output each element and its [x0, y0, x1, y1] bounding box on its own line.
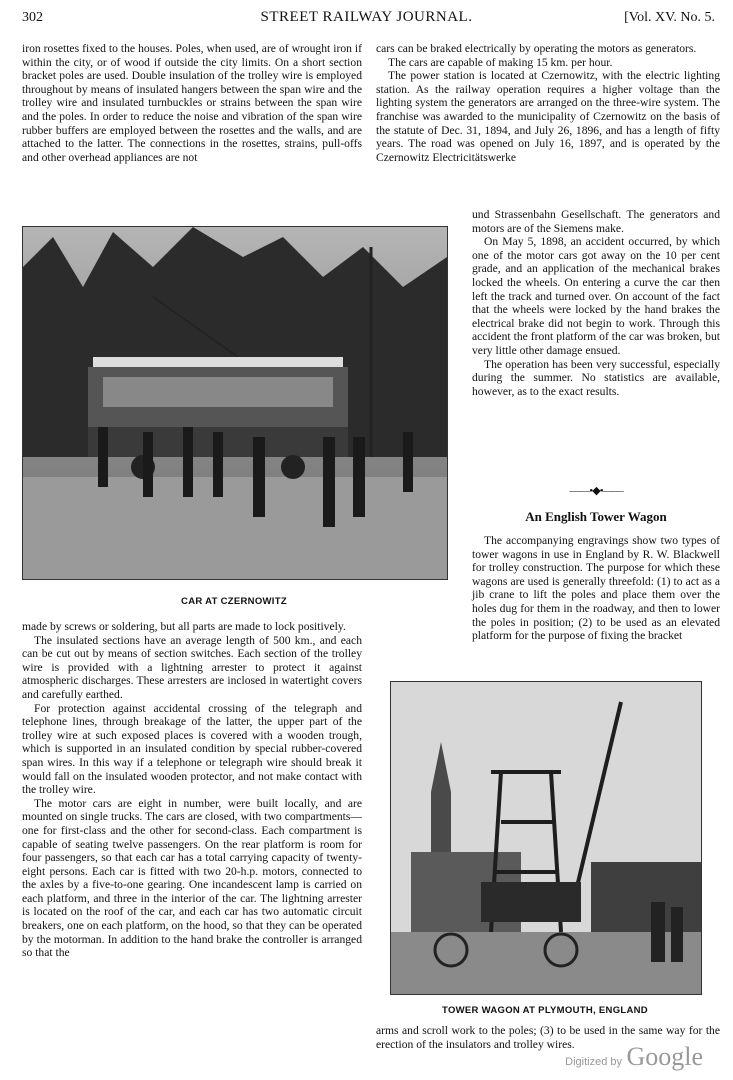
page-number: 302: [22, 10, 43, 25]
paragraph: The motor cars are eight in number, were built locally, and are mounted on single trucks. The cars are closed, with two compartments—one for first-class and the other for second-class. Each compartment is capable of seating twelve passengers. On the rear platform is room for four passengers, so that each car has a total carrying capacity of twenty-eight persons. Each car is fitted with two 20-h.p. motors, connected to the axles by a five-to-one gearing. One incandescent lamp is carried on each platform, and three in the interior of the car. The lightning arrester is located on the roof of the car, and each car has two automatic circuit breakers, one on each platform, on the hood, so that they can be operated by the motorman. In addition to the hand brake the controller is arranged so that the: [22, 796, 362, 960]
watermark-prefix: Digitized by: [565, 1056, 622, 1068]
volume-info: [Vol. XV. No. 5.: [624, 10, 715, 25]
right-column-middle: [472, 208, 720, 398]
paragraph: For protection against accidental crossing of the telegraph and telephone lines, through breakage of the latter, the upper part of the trolley wire at such exposed places is covered with a wooden trough, which is supported in an insulated condition by special rubber-covered span wires. In this way if a telephone or telegraph wire should break it would fall on the insulated wooden protector, and not make contact with the trolley wire.: [22, 701, 362, 797]
paragraph: The accompanying engravings show two types of tower wagons in use in England by R. W. Blackwell for trolley construction. The purpose for which these wagons are used is generally threefold: (1) to act as a jib crane to lift the poles and place them over the holes dug for them in the roadway, and then to lower the poles in position; (2) to be used as an elevated platform for the purpose of fixing the bracket: [472, 534, 720, 643]
paragraph: The insulated sections have an average length of 500 km., and each can be cut out by means of section switches. Each section of the trolley wire is provided with a lightning arrester to protect it against atmospheric discharges. These arresters are inclosed in watertight covers and carefully earthed.: [22, 633, 362, 701]
paragraph: The power station is located at Czernowitz, with the electric lighting station. As the railway operation requires a higher voltage than the lighting system the generators are arranged on the three-wire system. The franchise was awarded to the municipality of Czernowitz on the basis of the statute of Dec. 31, 1894, and July 26, 1896, and has a length of fifty years. The road was opened on July 16, 1897, and is operated by the Czernowitz Electricitätswerke: [376, 69, 720, 164]
paragraph: The operation has been very successful, especially during the summer. No statistics are available, however, as to the exact results.: [472, 357, 720, 398]
google-logo: Google: [626, 1042, 703, 1071]
article-heading: An English Tower Wagon: [525, 509, 667, 524]
photo-tower-wagon: [390, 681, 702, 995]
page-header: [0, 8, 733, 30]
paragraph: iron rosettes fixed to the houses. Poles, when used, are of wrought iron if within the city, or of wood if outside the city limits. On a short section bracket poles are used. Double insulation of the trolley wire is employed throughout by means of insulated hangers between the span wire and the trolley wire and insulated turnbuckles or strains between the span wire and the poles. In order to reduce the noise and vibration of the span wire rubber buffers are employed between the rosettes and the walls, and are attached to the latter. The connections in the rosettes, strains, pull-offs and other overhead appliances are not: [22, 42, 362, 164]
photo2-caption: TOWER WAGON AT PLYMOUTH, ENGLAND: [442, 1005, 648, 1016]
right-column-top: [376, 42, 720, 164]
journal-title: STREET RAILWAY JOURNAL.: [260, 9, 473, 25]
paragraph: arms and scroll work to the poles; (3) to be used in the same way for the erection of the insulators and trolley wires.: [376, 1024, 720, 1051]
photo-car-at-czernowitz: [22, 226, 448, 580]
paragraph: made by screws or soldering, but all parts are made to lock positively.: [22, 620, 346, 633]
paragraph: On May 5, 1898, an accident occurred, by which one of the motor cars got away on the 10 per cent grade, and an application of the mechanical brakes locked the wheels. On entering a curve the car then left the track and turned over. On account of the fact that the wheels were locked by the hand brakes the electrical brake did not begin to work. Through this accident the front platform of the car was broken, but very little other damage ensued.: [472, 235, 720, 357]
section-ornament: ——•◆•——: [569, 485, 623, 497]
photo1-caption: CAR AT CZERNOWITZ: [181, 596, 287, 607]
tram-photo-illustration: [23, 227, 447, 579]
paragraph: und Strassenbahn Gesellschaft. The generators and motors are of the Siemens make.: [472, 208, 720, 235]
left-column-bottom: [22, 620, 362, 960]
paragraph: The cars are capable of making 15 km. per hour.: [388, 55, 613, 69]
paragraph: cars can be braked electrically by operating the motors as generators.: [376, 42, 697, 55]
left-column-top: [22, 42, 362, 164]
digitized-watermark: [565, 1042, 703, 1072]
tower-wagon-photo-illustration: [391, 682, 701, 994]
right-article-intro: [472, 534, 720, 643]
